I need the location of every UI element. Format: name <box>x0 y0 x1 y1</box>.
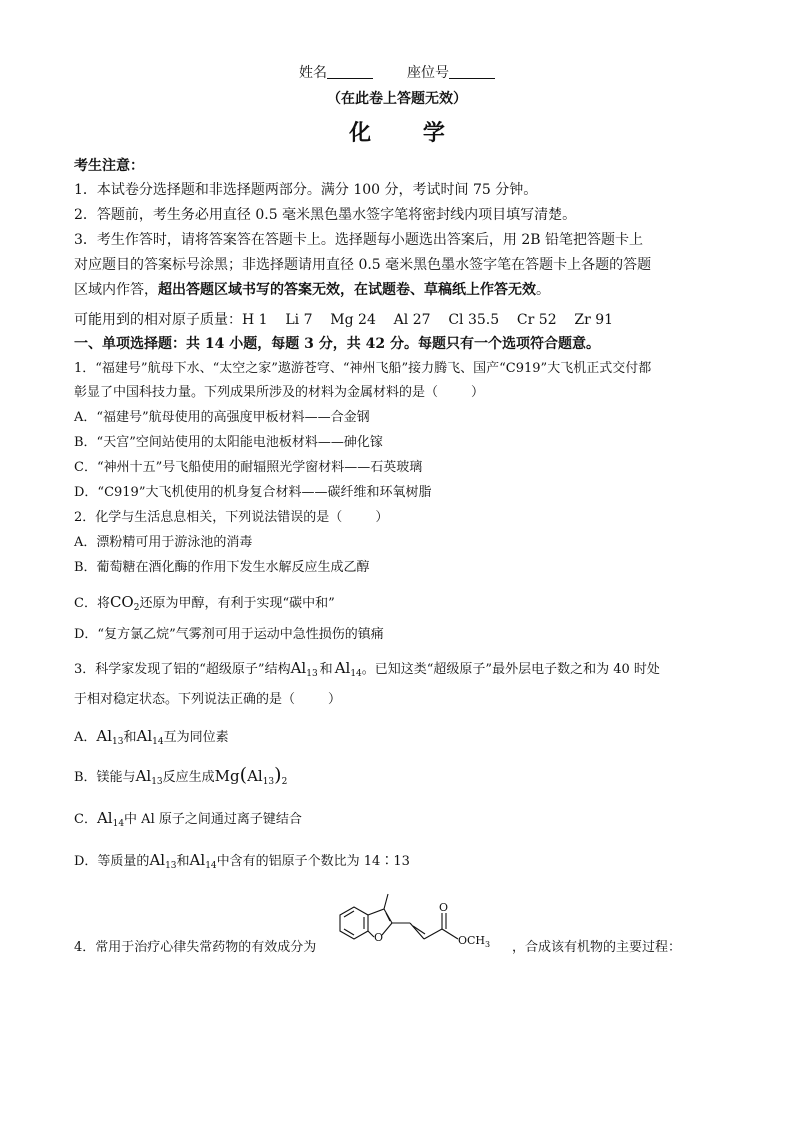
q3-b-mg: Mg <box>214 767 240 785</box>
q3-a-post: 互为同位素 <box>163 730 229 745</box>
molecule-structure-icon <box>330 889 510 961</box>
q3-c-post: 中 Al 原子之间通过离子键结合 <box>124 812 302 827</box>
notice-item-1: 1．本试卷分选择题和非选择题两部分。满分 100 分，考试时间 75 分钟。 <box>74 182 538 198</box>
q3-and: 和 <box>319 662 333 677</box>
q3-al13-sub: 13 <box>306 669 318 679</box>
q3-stem-a <box>74 658 660 684</box>
q2-c-sub: 2 <box>133 603 140 613</box>
notice-item-3c <box>74 280 550 300</box>
q3-a-pre: A． <box>74 730 97 745</box>
benzofuran-molecule <box>330 889 510 965</box>
q2-c-post: 还原为甲醇，有利于实现“碳中和” <box>139 596 335 611</box>
q3-option-a <box>74 726 229 752</box>
q1-option-c: C．“神州十五”号飞船使用的耐辐照光学窗材料——石英玻璃 <box>74 460 423 475</box>
q2-option-c <box>74 592 335 618</box>
q3-c-al14-sub: 14 <box>112 819 125 829</box>
q1-option-a: A．“福建号”航母使用的高强度甲板材料——合金钢 <box>74 410 370 425</box>
notice-item-3c-normal: 区域内作答， <box>74 282 158 298</box>
q2-c-formula: CO <box>109 593 134 611</box>
q2-option-d: D．“复方氯乙烷”气雾剂可用于运动中急性损伤的镇痛 <box>74 627 384 642</box>
q3-stem-post: 。已知这类“超级原子”最外层电子数之和为 40 时处 <box>361 662 660 677</box>
q3-a-and: 和 <box>123 730 137 745</box>
q3-d-al14: Al <box>189 851 206 869</box>
seat-blank[interactable] <box>449 64 495 79</box>
name-blank[interactable] <box>327 64 373 79</box>
q3-a-al14-sub: 14 <box>152 737 164 747</box>
notice-item-2: 2．答题前，考生务必用直径 0.5 毫米黑色墨水签字笔将密封线内项目填写清楚。 <box>74 207 577 223</box>
q3-stem-pre: 3．科学家发现了铝的“超级原子”结构 <box>74 662 291 677</box>
notice-heading: 考生注意： <box>74 158 144 174</box>
q3-d-al14-sub: 14 <box>205 861 217 871</box>
q3-b-pre: B．镁能与 <box>74 770 136 785</box>
atomic-mass-line: 可能用到的相对原子质量：H 1 Li 7 Mg 24 Al 27 Cl 35.5 Cr 52 Zr 91 <box>74 312 614 328</box>
notice-item-3a: 3．考生作答时，请将答案答在答题卡上。选择题每小题选出答案后，用 2B 铅笔把答题卡上 <box>74 232 644 248</box>
q3-b-al13-sub: 13 <box>151 777 163 787</box>
q1-stem-a: 1．“福建号”航母下水、“太空之家”遨游苍穹、“神州飞船”接力腾飞、国产“C919”大飞机正式交付都 <box>74 361 652 376</box>
q3-d-pre: D．等质量的 <box>74 854 150 869</box>
carbonyl-oxygen-label: O <box>439 901 449 914</box>
q4-stem-post: ，合成该有机物的主要过程： <box>512 940 682 955</box>
q3-d-al13: Al <box>149 851 166 869</box>
q3-b-sub2: 2 <box>281 777 288 787</box>
q3-b-lparen: ( <box>239 764 248 786</box>
furan-oxygen-label: O <box>374 931 384 944</box>
q3-stem-b: 于相对稳定状态。下列说法正确的是（ ） <box>74 692 342 707</box>
methoxy-sub: 3 <box>485 940 491 949</box>
methoxy-label <box>458 934 490 949</box>
q3-a-al13-sub: 13 <box>112 737 124 747</box>
q3-d-al13-sub: 13 <box>165 861 177 871</box>
notice-item-3c-bold: 超出答题区域书写的答案无效，在试题卷、草稿纸上作答无效 <box>158 282 536 298</box>
q3-al13: Al <box>290 659 307 677</box>
q3-al14-sub: 14 <box>350 669 362 679</box>
q3-b-mid: 反应生成 <box>162 770 215 785</box>
q3-d-post: 中含有的铝原子个数比为 14∶13 <box>216 854 410 869</box>
invalid-note: （在此卷上答题无效） <box>327 91 467 107</box>
q2-stem: 2．化学与生活息息相关，下列说法错误的是（ ） <box>74 510 389 525</box>
name-seat-line <box>0 63 794 83</box>
subject-title: 化 学 <box>349 120 467 146</box>
q3-option-b <box>74 765 287 792</box>
q3-option-c <box>74 808 302 834</box>
q1-option-d: D．“C919”大飞机使用的机身复合材料——碳纤维和环氧树脂 <box>74 485 432 500</box>
name-label: 姓名 <box>299 65 327 81</box>
q3-c-pre: C． <box>74 812 97 827</box>
q3-al14: Al <box>334 659 351 677</box>
methoxy-text: OCH <box>458 934 486 947</box>
q3-b-al13-2-sub: 13 <box>262 777 275 787</box>
q3-b-al13: Al <box>135 767 152 785</box>
notice-item-3b: 对应题目的答案标号涂黑；非选择题请用直径 0.5 毫米黑色墨水签字笔在答题卡上各题的答题 <box>74 257 652 273</box>
seat-label: 座位号 <box>407 65 449 81</box>
q3-a-al14: Al <box>136 727 153 745</box>
q3-b-rparen: ) <box>274 764 282 786</box>
q1-stem-b: 彰显了中国科技力量。下列成果所涉及的材料为金属材料的是（ ） <box>74 385 485 400</box>
q3-d-and: 和 <box>176 854 190 869</box>
q2-c-pre: C．将 <box>74 596 110 611</box>
q1-option-b: B．“天宫”空间站使用的太阳能电池板材料——砷化镓 <box>74 435 383 450</box>
q2-option-b: B．葡萄糖在酒化酶的作用下发生水解反应生成乙醇 <box>74 560 370 575</box>
q4-stem-pre: 4．常用于治疗心律失常药物的有效成分为 <box>74 940 317 955</box>
q3-b-al13-2: Al <box>247 767 263 785</box>
q3-a-al13: Al <box>96 727 113 745</box>
q2-option-a: A．漂粉精可用于游泳池的消毒 <box>74 535 253 550</box>
q3-c-al14: Al <box>96 809 113 827</box>
q3-option-d <box>74 850 410 876</box>
notice-item-3c-end: 。 <box>536 282 550 298</box>
section1-heading: 一、单项选择题：共 14 小题，每题 3 分，共 42 分。每题只有一个选项符合题意。 <box>74 336 600 352</box>
